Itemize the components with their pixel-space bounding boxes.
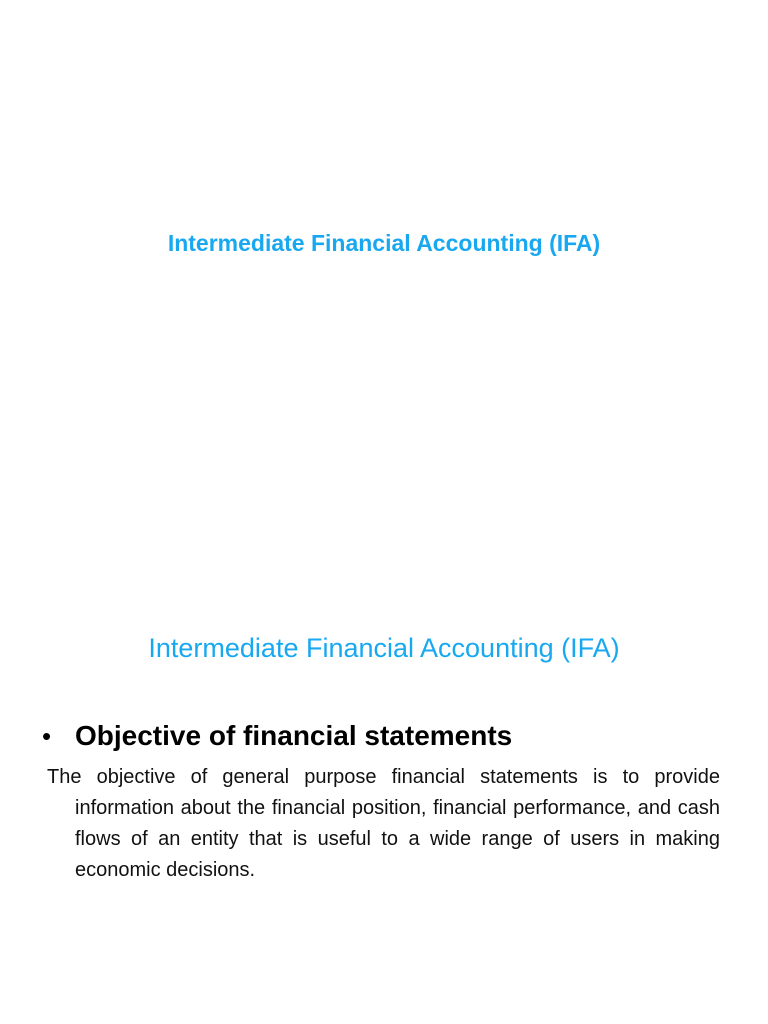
slide-1-title: Intermediate Financial Accounting (IFA) bbox=[167, 230, 601, 256]
slide-2 bbox=[0, 600, 768, 1024]
bullet-item bbox=[42, 717, 512, 755]
slide-1 bbox=[0, 0, 768, 500]
body-paragraph: The objective of general purpose financial statements is to provide information about the financial position, financial performance, and cash flows of an entity that is useful to a wide range of users in making economic decisions. bbox=[47, 766, 720, 881]
bullet-heading: Objective of financial statements bbox=[75, 720, 513, 751]
bullet-icon: • bbox=[42, 721, 52, 751]
slide-2-title: Intermediate Financial Accounting (IFA) bbox=[148, 633, 620, 663]
